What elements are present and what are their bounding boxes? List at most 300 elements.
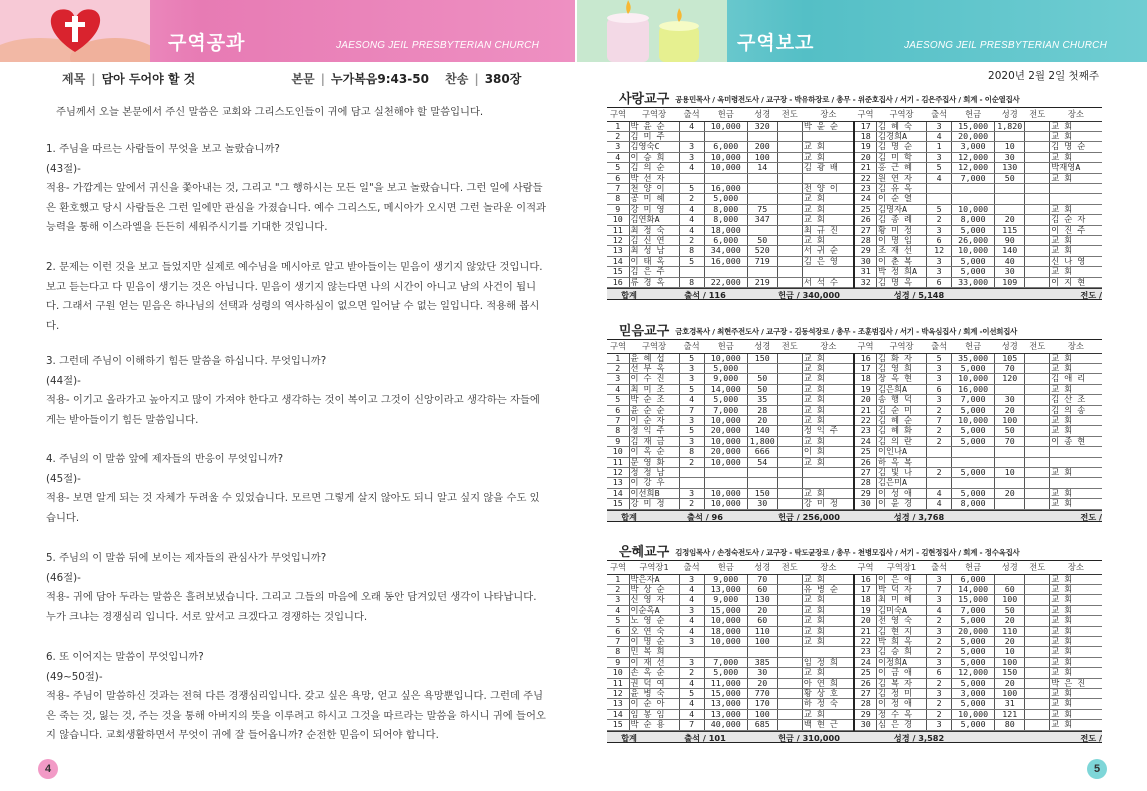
table-cell: 18,000 [704, 626, 747, 636]
table-cell: 6 [927, 668, 952, 678]
table-cell: 2 [927, 636, 952, 646]
table-row [607, 488, 1102, 498]
table-cell: 6,000 [952, 574, 995, 584]
table-cell: 30 [747, 499, 777, 509]
table-cell: 3 [679, 374, 704, 384]
column-header: 출석 [927, 340, 952, 353]
table-cell: 22,000 [704, 277, 747, 287]
lesson-intro: 주님께서 오늘 본문에서 주신 말씀은 교회와 그리스도인들이 귀에 담고 실천해야 할 말씀입니다. [56, 106, 484, 118]
column-header: 성경 [747, 108, 777, 121]
table-cell [777, 595, 802, 605]
table-cell [1025, 709, 1050, 719]
table-cell: 박 은 진 [1050, 678, 1102, 688]
question-text: 1. 주님을 따르는 사람들이 무엇을 보고 놀랐습니까? [46, 143, 280, 155]
table-cell: 교 회 [1050, 584, 1102, 594]
table-cell: 14,000 [704, 384, 747, 394]
table-cell: 6 [927, 277, 952, 287]
lesson-meta: 제목 | 담아 두어야 할 것 본문 | 누가복음9:43-50 찬송 | 380장 [62, 72, 522, 86]
total-att: 출석 / 96 [687, 511, 723, 522]
table-cell: 10,000 [704, 499, 747, 509]
table-cell: 3,000 [952, 142, 995, 152]
table-cell: 전 영 숙 [876, 616, 926, 626]
table-cell: 8 [679, 447, 704, 457]
verse-ref: (46절)- [46, 571, 81, 584]
table-cell: 김 의 송 [1050, 405, 1102, 415]
table-cell: 105 [995, 353, 1025, 363]
table-cell: 박은자A [629, 574, 679, 584]
table-cell: 12 [607, 688, 629, 698]
table-cell: 22 [854, 636, 876, 646]
table-cell: 15 [607, 720, 629, 730]
table-cell: 임 정 희 [802, 657, 854, 667]
table-cell [1025, 204, 1050, 214]
table-cell: 박 정 희A [876, 267, 926, 277]
application-text: 적용- 가깝게는 앞에서 귀신을 쫓아내는 것, 그리고 "그 행하시는 모든 일"을 보고 놀랐습니다. 그런 일에 사람들은 환호했고 당시 사람들은 그런 일에만 관심을 가졌습니다. 예수 그리스도, 메시아가 오시면 그런 놀라운 이적과 능력을 통해 이스라엘을 든든히 세워주시기를 기대한 것입니다. [46, 182, 546, 234]
column-header: 구역 [854, 340, 876, 353]
table-cell [747, 478, 777, 488]
column-header: 장소 [1050, 561, 1102, 574]
column-header: 출석 [927, 561, 952, 574]
table-cell: 11,000 [704, 678, 747, 688]
table-cell [995, 131, 1025, 141]
table-row [607, 636, 1102, 646]
verse-ref: (44절)- [46, 374, 81, 387]
table-cell: 9 [607, 436, 629, 446]
table-cell: 13,000 [704, 699, 747, 709]
table-cell: 이 회 [802, 447, 854, 457]
title-key: 제목 [62, 72, 86, 86]
application-text: 적용- 이기고 올라가고 높아지고 많이 가져야 한다고 생각하는 것이 복이고 그것이 신앙이라고 생각하는 자들에게는 받아들이기 힘든 말씀입니다. [46, 394, 540, 426]
table-cell [1025, 457, 1050, 467]
table-cell [777, 605, 802, 615]
table-cell: 교 회 [802, 374, 854, 384]
scripture: 누가복음9:43-50 [331, 72, 429, 86]
table-cell: 2 [927, 405, 952, 415]
district-header [607, 90, 1102, 108]
table-cell [995, 384, 1025, 394]
table-cell [704, 131, 747, 141]
table-cell: 3 [679, 415, 704, 425]
table-cell: 18 [854, 595, 876, 605]
table-row [607, 584, 1102, 594]
table-cell: 30 [854, 499, 876, 509]
table-cell: 손 옥 순 [629, 668, 679, 678]
table-cell: 4 [679, 121, 704, 131]
table-cell: 20 [995, 488, 1025, 498]
table-cell: 26,000 [952, 235, 995, 245]
column-header: 출석 [927, 108, 952, 121]
table-cell: 10,000 [704, 353, 747, 363]
district-name: 은혜교구 [619, 545, 670, 560]
table-cell: 김 종 례 [876, 215, 926, 225]
table-cell: 30 [854, 720, 876, 730]
table-cell: 하 정 숙 [802, 699, 854, 709]
table-cell [995, 457, 1025, 467]
table-cell: 이인나A [876, 447, 926, 457]
table-cell: 이 재 선 [629, 657, 679, 667]
table-row [607, 688, 1102, 698]
table-cell: 3 [927, 626, 952, 636]
table-cell: 10,000 [704, 152, 747, 162]
table-cell: 3 [927, 595, 952, 605]
table-cell: 140 [995, 246, 1025, 256]
table-cell: 교 회 [802, 363, 854, 373]
table-cell: 3 [679, 436, 704, 446]
table-cell: 교 회 [1050, 267, 1102, 277]
table-cell: 김 현 지 [876, 626, 926, 636]
table-cell [927, 183, 952, 193]
table-cell: 22 [854, 415, 876, 425]
table-cell: 13,000 [704, 709, 747, 719]
table-cell: 7 [927, 415, 952, 425]
table-cell [1050, 194, 1102, 204]
table-row [607, 235, 1102, 245]
total-att: 출석 / 101 [684, 732, 726, 743]
table-cell [777, 384, 802, 394]
table-cell [995, 183, 1025, 193]
question-block [46, 450, 546, 528]
table-cell: 교 회 [1050, 488, 1102, 498]
table-cell: 문 영 화 [629, 457, 679, 467]
table-cell: 100 [747, 709, 777, 719]
table-cell: 2 [679, 499, 704, 509]
table-cell: 정 익 주 [629, 426, 679, 436]
table-cell: 5 [607, 395, 629, 405]
table-cell: 10 [607, 215, 629, 225]
table-cell: 14 [607, 709, 629, 719]
district-name: 사랑교구 [619, 92, 670, 107]
table-cell: 교 회 [802, 626, 854, 636]
table-cell: 이 금 애 [876, 668, 926, 678]
table-cell: 3 [679, 363, 704, 373]
table-cell: 윤 병 숙 [629, 688, 679, 698]
table-cell: 2 [607, 363, 629, 373]
table-cell: 교 회 [802, 415, 854, 425]
table-cell: 3 [927, 395, 952, 405]
table-cell: 김경희A [876, 131, 926, 141]
table-row [607, 353, 1102, 363]
table-cell [1025, 699, 1050, 709]
table-cell [777, 277, 802, 287]
table-cell [777, 235, 802, 245]
column-header: 성경 [995, 340, 1025, 353]
table-cell: 8,000 [952, 499, 995, 509]
table-cell: 천 양 이 [629, 183, 679, 193]
table-cell [1025, 183, 1050, 193]
table-cell: 교 회 [802, 353, 854, 363]
table-cell: 19 [854, 605, 876, 615]
attendance-table [607, 340, 1102, 510]
table-cell: 심 은 경 [876, 720, 926, 730]
application-text: 적용- 보면 알게 되는 것 자체가 두려울 수 있었습니다. 모르면 그렇게 살지 않아도 되니 알고 싶지 않을 수도 있습니다. [46, 492, 540, 524]
table-cell [1025, 499, 1050, 509]
table-cell: 4 [927, 605, 952, 615]
table-cell: 김 신 연 [629, 235, 679, 245]
table-cell: 박 상 순 [629, 584, 679, 594]
table-cell: 7,000 [704, 405, 747, 415]
table-cell [1025, 488, 1050, 498]
table-cell: 110 [747, 626, 777, 636]
table-row [607, 605, 1102, 615]
total-evan: 전도 / [1080, 290, 1102, 300]
table-cell: 170 [747, 699, 777, 709]
table-cell: 5,000 [952, 488, 995, 498]
table-cell: 김연화A [629, 215, 679, 225]
table-cell [679, 267, 704, 277]
table-cell: 정 정 남 [629, 467, 679, 477]
table-cell: 2 [679, 668, 704, 678]
table-row [607, 647, 1102, 657]
table-cell: 4 [679, 163, 704, 173]
column-header: 구역 [854, 108, 876, 121]
district-section [607, 543, 1102, 743]
table-cell: 20 [995, 678, 1025, 688]
table-cell: 20,000 [952, 626, 995, 636]
table-cell: 5 [927, 353, 952, 363]
table-cell: 교 회 [1050, 668, 1102, 678]
table-cell: 6 [607, 626, 629, 636]
table-row [607, 163, 1102, 173]
table-cell [995, 194, 1025, 204]
table-cell [704, 467, 747, 477]
table-cell: 10,000 [704, 488, 747, 498]
table-cell [777, 246, 802, 256]
table-cell [777, 374, 802, 384]
table-cell: 8,000 [704, 215, 747, 225]
application-text: 적용- 주님이 말씀하신 것과는 전혀 다른 경쟁심리입니다. 갖고 싶은 욕망, 얻고 싶은 욕망뿐입니다. 그런데 주님은 죽는 것, 잃는 것, 주는 것을 통해 아버지의 뜻을 이루려고 하시고 그것을 따르라는 말씀을 하시니 귀에 들어오지 않습니다. 교회생활하면서 무엇이 귀에 잘 들어옵니까? 순전한 믿음이 되어야 합니다. [46, 690, 546, 742]
column-header: 구역 [607, 108, 629, 121]
column-header: 성경 [995, 108, 1025, 121]
table-cell [777, 699, 802, 709]
table-cell: 5,000 [952, 678, 995, 688]
table-cell: 4 [927, 499, 952, 509]
table-cell [995, 447, 1025, 457]
column-header: 구역 [854, 561, 876, 574]
table-cell [777, 152, 802, 162]
question-text: 5. 주님의 이 말씀 뒤에 보이는 제자들의 관심사가 무엇입니까? [46, 552, 327, 564]
table-cell [1025, 235, 1050, 245]
table-cell [777, 668, 802, 678]
table-cell: 교 회 [1050, 204, 1102, 214]
table-cell: 20 [995, 616, 1025, 626]
table-cell: 14 [607, 256, 629, 266]
column-header: 전도 [777, 561, 802, 574]
table-cell [1025, 395, 1050, 405]
table-cell [1025, 595, 1050, 605]
table-cell: 2 [607, 131, 629, 141]
table-cell: 16 [854, 574, 876, 584]
table-cell: 10,000 [704, 616, 747, 626]
table-cell [995, 478, 1025, 488]
table-cell: 30 [854, 256, 876, 266]
table-cell: 김 미 학 [876, 152, 926, 162]
table-cell: 교 회 [802, 457, 854, 467]
table-cell: 박재영A [1050, 163, 1102, 173]
column-header: 성경 [995, 561, 1025, 574]
table-cell [1025, 447, 1050, 457]
table-cell [995, 204, 1025, 214]
table-cell: 7,000 [704, 657, 747, 667]
table-cell: 4 [679, 678, 704, 688]
column-header: 장소 [802, 108, 854, 121]
table-cell: 20,000 [704, 447, 747, 457]
verse-ref: (45절)- [46, 472, 81, 485]
total-bible: 성경 / 3,582 [893, 732, 945, 743]
question-text: 6. 또 이어지는 말씀이 무엇입니까? [46, 651, 204, 663]
table-cell: 교 회 [1050, 657, 1102, 667]
table-row [607, 626, 1102, 636]
table-cell [777, 183, 802, 193]
column-header: 헌금 [952, 108, 995, 121]
table-cell: 최 정 숙 [629, 225, 679, 235]
table-cell [777, 395, 802, 405]
table-cell: 4 [607, 384, 629, 394]
attendance-table [607, 108, 1102, 288]
table-cell: 5,000 [952, 467, 995, 477]
table-cell: 8 [607, 426, 629, 436]
table-cell: 8 [607, 647, 629, 657]
table-cell: 8,000 [704, 204, 747, 214]
table-cell [1025, 720, 1050, 730]
column-header: 구역장 [629, 340, 679, 353]
table-row [607, 363, 1102, 373]
table-cell: 20 [747, 605, 777, 615]
table-cell: 민 복 희 [629, 647, 679, 657]
table-cell: 8 [607, 194, 629, 204]
table-cell [679, 478, 704, 488]
table-cell: 31 [995, 699, 1025, 709]
table-row [607, 447, 1102, 457]
table-cell: 1,820 [995, 121, 1025, 131]
table-cell: 최 규 진 [802, 225, 854, 235]
table-cell [1025, 163, 1050, 173]
table-row [607, 131, 1102, 141]
table-cell [747, 467, 777, 477]
district-header [607, 322, 1102, 340]
table-cell: 15,000 [952, 121, 995, 131]
table-cell: 11 [607, 457, 629, 467]
table-cell: 18 [854, 131, 876, 141]
table-cell: 윤 혜 섭 [629, 353, 679, 363]
table-cell: 5,000 [952, 256, 995, 266]
table-cell: 12 [927, 246, 952, 256]
table-cell: 385 [747, 657, 777, 667]
table-cell [1025, 605, 1050, 615]
table-cell: 11 [607, 225, 629, 235]
table-cell: 교 회 [802, 384, 854, 394]
table-cell: 10,000 [952, 709, 995, 719]
table-cell: 최 성 남 [629, 246, 679, 256]
table-cell [1025, 246, 1050, 256]
table-cell: 10,000 [704, 457, 747, 467]
table-cell: 김 애 리 [1050, 374, 1102, 384]
table-cell: 10,000 [952, 415, 995, 425]
table-cell: 이 성 애 [876, 488, 926, 498]
church-name: JAESONG JEIL PRESBYTERIAN CHURCH [904, 40, 1107, 51]
table-cell: 20,000 [704, 426, 747, 436]
table-cell: 80 [995, 720, 1025, 730]
table-cell [679, 467, 704, 477]
table-cell [777, 142, 802, 152]
table-cell: 520 [747, 246, 777, 256]
table-cell: 21 [854, 405, 876, 415]
table-cell: 김 화 자 [876, 353, 926, 363]
table-cell: 공 미 혜 [629, 194, 679, 204]
table-cell: 7,000 [952, 605, 995, 615]
table-cell: 10,000 [704, 436, 747, 446]
table-row [607, 657, 1102, 667]
table-row [607, 225, 1102, 235]
table-cell: 교 회 [1050, 616, 1102, 626]
column-header: 전도 [777, 340, 802, 353]
table-cell: 이 진 주 [1050, 225, 1102, 235]
table-cell: 109 [995, 277, 1025, 287]
table-cell: 16,000 [952, 384, 995, 394]
question-text: 4. 주님의 이 말씀 앞에 제자들의 반응이 무엇입니까? [46, 453, 284, 465]
table-cell: 70 [995, 436, 1025, 446]
table-cell: 5,000 [952, 720, 995, 730]
attendance-table [607, 561, 1102, 731]
table-cell: 교 회 [1050, 235, 1102, 245]
table-row [607, 374, 1102, 384]
table-row [607, 668, 1102, 678]
column-header: 성경 [747, 561, 777, 574]
table-cell: 2 [927, 699, 952, 709]
table-cell: 최 미 혜 [876, 595, 926, 605]
table-cell: 3 [927, 720, 952, 730]
table-cell [952, 183, 995, 193]
table-cell: 6 [927, 384, 952, 394]
table-cell: 21 [854, 626, 876, 636]
table-cell: 10,000 [704, 163, 747, 173]
table-cell [1025, 215, 1050, 225]
table-cell: 김은희A [876, 384, 926, 394]
table-cell [1025, 363, 1050, 373]
table-cell: 노 영 순 [629, 616, 679, 626]
table-cell: 황 상 호 [802, 688, 854, 698]
table-cell: 20 [747, 415, 777, 425]
table-cell: 347 [747, 215, 777, 225]
table-cell: 10 [995, 142, 1025, 152]
table-cell: 김 혜 숙 [876, 121, 926, 131]
column-header: 구역장1 [629, 561, 679, 574]
table-cell [777, 478, 802, 488]
table-cell [747, 131, 777, 141]
table-cell: 3 [679, 488, 704, 498]
table-cell [952, 447, 995, 457]
lesson-banner [0, 0, 575, 62]
table-cell: 3 [607, 595, 629, 605]
table-cell [952, 457, 995, 467]
table-cell: 75 [747, 204, 777, 214]
question-block [46, 352, 546, 430]
table-cell [747, 183, 777, 193]
table-cell: 12,000 [952, 163, 995, 173]
table-cell: 120 [995, 374, 1025, 384]
table-cell: 30 [995, 267, 1025, 277]
total-label: 합계 [621, 732, 637, 743]
table-cell: 원 연 자 [876, 173, 926, 183]
table-cell: 8 [679, 246, 704, 256]
table-cell: 14,000 [952, 584, 995, 594]
table-cell: 9,000 [704, 374, 747, 384]
table-cell: 5 [679, 353, 704, 363]
table-cell [777, 215, 802, 225]
table-cell: 교 회 [1050, 626, 1102, 636]
table-cell [777, 436, 802, 446]
table-cell: 교 회 [802, 605, 854, 615]
table-cell: 4 [679, 215, 704, 225]
